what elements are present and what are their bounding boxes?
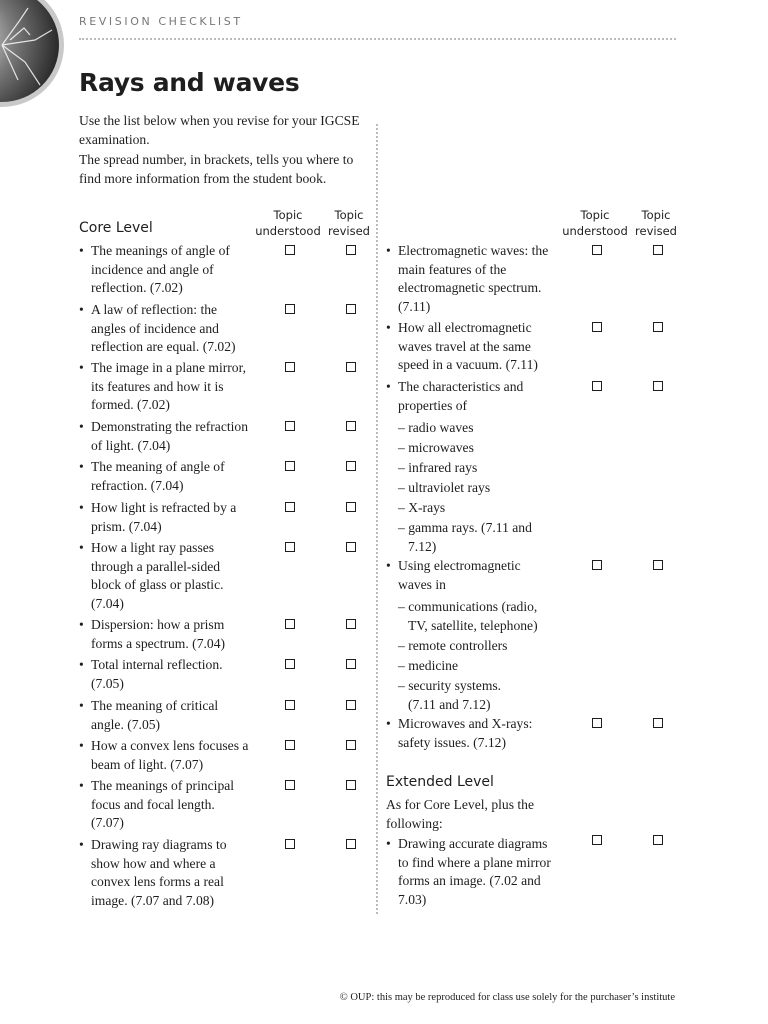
checklist-item: • How all electromagnetic waves travel at the same speed in a vacuum. (7.11) xyxy=(386,320,538,373)
revised-checkbox[interactable] xyxy=(346,740,356,750)
revised-checkbox[interactable] xyxy=(653,322,663,332)
checklist-item: • Electromagnetic waves: the main features of the electromagnetic spectrum. (7.11) xyxy=(386,243,549,314)
understood-checkbox[interactable] xyxy=(592,835,602,845)
checklist-item: • How a convex lens focuses a beam of light. (7.07) xyxy=(79,738,249,772)
page-title: Rays and waves xyxy=(79,68,300,97)
revised-checkbox[interactable] xyxy=(653,835,663,845)
understood-checkbox[interactable] xyxy=(285,740,295,750)
left-col-head-understood: Topic understood xyxy=(255,208,321,238)
checklist-item: • Using electromagnetic waves in xyxy=(386,558,521,592)
sublist-item: – medicine xyxy=(398,658,459,673)
right-col-head-revised: Topic revised xyxy=(635,208,677,238)
understood-checkbox[interactable] xyxy=(285,542,295,552)
revised-checkbox[interactable] xyxy=(346,542,356,552)
header-divider xyxy=(79,38,676,40)
understood-checkbox[interactable] xyxy=(592,718,602,728)
revised-checkbox[interactable] xyxy=(653,560,663,570)
revised-checkbox[interactable] xyxy=(346,780,356,790)
corner-plasma-graphic xyxy=(0,0,70,115)
sublist-item: – ultraviolet rays xyxy=(398,480,491,495)
understood-checkbox[interactable] xyxy=(285,780,295,790)
revised-checkbox[interactable] xyxy=(346,839,356,849)
checklist-item: • Dispersion: how a prism forms a spectrum. (7.04) xyxy=(79,617,226,651)
checklist-item: • Microwaves and X-rays: safety issues. (7.12) xyxy=(386,716,533,750)
understood-checkbox[interactable] xyxy=(285,502,295,512)
checklist-item: • A law of reflection: the angles of incidence and reflection are equal. (7.02) xyxy=(79,302,236,355)
checklist-item: • The meanings of principal focus and focal length. (7.07) xyxy=(79,778,235,831)
sublist-item: – gamma rays. (7.11 and 7.12) xyxy=(398,520,532,554)
revised-checkbox[interactable] xyxy=(346,659,356,669)
understood-checkbox[interactable] xyxy=(285,700,295,710)
revised-checkbox[interactable] xyxy=(346,362,356,372)
column-divider xyxy=(376,124,378,914)
sublist-item: – remote controllers xyxy=(398,638,508,653)
checklist-item: • Total internal reflection. (7.05) xyxy=(79,657,223,691)
intro-line-2: The spread number, in brackets, tells you where to find more information from the student book. xyxy=(79,151,354,186)
understood-checkbox[interactable] xyxy=(285,421,295,431)
checklist-item: • Drawing accurate diagrams to find where a plane mirror forms an image. (7.02 and 7.03) xyxy=(386,836,551,907)
revised-checkbox[interactable] xyxy=(653,718,663,728)
checklist-item: • The meaning of angle of refraction. (7.04) xyxy=(79,459,225,493)
revised-checkbox[interactable] xyxy=(653,381,663,391)
revised-checkbox[interactable] xyxy=(346,700,356,710)
checklist-item: • The characteristics and properties of xyxy=(386,379,524,413)
section-label: REVISION CHECKLIST xyxy=(79,15,243,28)
checklist-item: • Demonstrating the refraction of light. (7.04) xyxy=(79,419,249,453)
understood-checkbox[interactable] xyxy=(285,839,295,849)
understood-checkbox[interactable] xyxy=(592,560,602,570)
understood-checkbox[interactable] xyxy=(285,461,295,471)
checklist-item: • The image in a plane mirror, its features and how it is formed. (7.02) xyxy=(79,360,246,413)
understood-checkbox[interactable] xyxy=(285,619,295,629)
sublist-item: – security systems. (7.11 and 7.12) xyxy=(398,678,502,712)
revised-checkbox[interactable] xyxy=(346,304,356,314)
understood-checkbox[interactable] xyxy=(592,322,602,332)
checklist-item: • How a light ray passes through a parallel-sided block of glass or plastic. (7.04) xyxy=(79,540,224,611)
revised-checkbox[interactable] xyxy=(653,245,663,255)
intro-text xyxy=(79,111,369,188)
left-col-head-revised: Topic revised xyxy=(328,208,370,238)
sublist-item: – X-rays xyxy=(398,500,446,515)
extended-level-heading: Extended Level xyxy=(386,774,494,790)
revised-checkbox[interactable] xyxy=(346,461,356,471)
sublist-item: – infrared rays xyxy=(398,460,478,475)
core-level-heading: Core Level xyxy=(79,220,153,236)
revised-checkbox[interactable] xyxy=(346,245,356,255)
extended-intro: As for Core Level, plus the following: xyxy=(386,797,534,831)
understood-checkbox[interactable] xyxy=(285,245,295,255)
copyright-footer: © OUP: this may be reproduced for class use solely for the purchaser’s institute xyxy=(339,992,675,1003)
sublist-item: – communications (radio, TV, satellite, telephone) xyxy=(398,599,538,633)
understood-checkbox[interactable] xyxy=(285,304,295,314)
revised-checkbox[interactable] xyxy=(346,619,356,629)
checklist-item: • The meaning of critical angle. (7.05) xyxy=(79,698,219,732)
checklist-item: • How light is refracted by a prism. (7.04) xyxy=(79,500,237,534)
right-col-head-understood: Topic understood xyxy=(562,208,628,238)
revised-checkbox[interactable] xyxy=(346,421,356,431)
understood-checkbox[interactable] xyxy=(592,245,602,255)
revised-checkbox[interactable] xyxy=(346,502,356,512)
understood-checkbox[interactable] xyxy=(285,362,295,372)
checklist-item: • Drawing ray diagrams to show how and where a convex lens forms a real image. (7.07 and 7.08) xyxy=(79,837,227,908)
checklist-item: • The meanings of angle of incidence and angle of reflection. (7.02) xyxy=(79,243,230,296)
intro-line-1: Use the list below when you revise for your IGCSE examination. xyxy=(79,113,360,148)
understood-checkbox[interactable] xyxy=(592,381,602,391)
understood-checkbox[interactable] xyxy=(285,659,295,669)
sublist-item: – microwaves xyxy=(398,440,474,455)
sublist-item: – radio waves xyxy=(398,420,474,435)
